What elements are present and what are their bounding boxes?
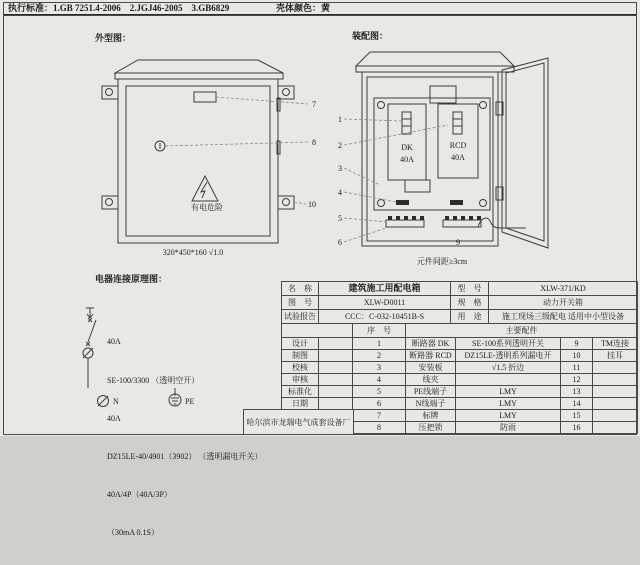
schematic-line: 40A <box>107 337 121 347</box>
part-name2-cell <box>593 386 638 398</box>
warning-text: 有电危险 <box>191 203 223 212</box>
breaker-dk <box>388 104 426 180</box>
callout-5: 5 <box>338 214 342 223</box>
part-spec-cell: DZ15LE-透明系列漏电开 <box>456 350 561 362</box>
callout-10: 10 <box>308 200 316 209</box>
part-no2-cell: 9 <box>561 338 593 350</box>
standards-values: 1.GB 7251.4-2006 2.JGJ46-2005 3.GB6829 <box>53 3 230 13</box>
rcd-symbol <box>83 348 93 388</box>
warning-triangle-icon <box>192 176 218 201</box>
assembly-drawing <box>330 44 585 274</box>
part-spec-cell: LMY <box>456 398 561 410</box>
plate-screw-tl <box>378 102 385 109</box>
part-no2-cell: 16 <box>561 422 593 434</box>
part-name-cell: N线端子 <box>406 398 456 410</box>
part-name2-cell <box>593 422 638 434</box>
part-no-cell: 5 <box>353 386 406 398</box>
spec-value-cell: 动力开关箱 <box>489 296 638 310</box>
parts-row <box>282 338 638 350</box>
callout-6: 6 <box>338 238 342 247</box>
callout-9: 9 <box>456 238 460 247</box>
callout-8: 8 <box>312 138 316 147</box>
name-value-cell: 建筑施工用配电箱 <box>319 282 451 296</box>
seq-header-cell: 序 号 <box>353 324 406 338</box>
mounting-ear-top-right <box>278 86 294 99</box>
sign-blank-cell <box>319 386 353 398</box>
exterior-roof-top <box>115 60 283 73</box>
assembly-roof-top <box>356 52 514 66</box>
schematic-line: SE-100/3300 （透明空开） <box>107 375 200 385</box>
part-spec-cell <box>456 374 561 386</box>
callout-4: 4 <box>338 188 342 197</box>
titleblock-row-drawingno <box>282 296 638 310</box>
exterior-view-title: 外型图： <box>95 33 132 43</box>
callout-7: 7 <box>312 100 316 109</box>
part-spec-cell: SE-100系列透明开关 <box>456 338 561 350</box>
parts-row <box>282 350 638 362</box>
sign-label-cell: 设计 <box>282 338 319 350</box>
part-no2-cell: 14 <box>561 398 593 410</box>
use-label-cell: 用 途 <box>451 310 489 324</box>
incoming-line <box>86 308 94 318</box>
use-value-cell: 施工现场三级配电 适用中小型设备 <box>489 310 638 324</box>
report-label-cell: 试验报告 <box>282 310 319 324</box>
drawingno-label-cell: 图 号 <box>282 296 319 310</box>
company-name-box <box>243 409 354 435</box>
mounting-plate <box>374 98 490 210</box>
schematic-line: DZ15LE-40/4901（3902） （透明漏电开关） <box>107 451 263 461</box>
plate-screw-tr <box>480 102 487 109</box>
part-spec-cell: 防雨 <box>456 422 561 434</box>
leader-4 <box>344 192 396 202</box>
part-name2-cell <box>593 398 638 410</box>
callout-2: 2 <box>338 141 342 150</box>
parts-header-blank <box>282 324 353 338</box>
standards-label: 执行标准： <box>8 3 54 13</box>
sign-blank-cell <box>319 338 353 350</box>
assembly-view-title: 装配图： <box>352 31 389 41</box>
part-name-cell: 断路器 RCD <box>406 350 456 362</box>
part-no-cell: 1 <box>353 338 406 350</box>
exterior-door <box>126 86 270 236</box>
exterior-drawing <box>90 46 330 264</box>
sign-blank-cell <box>319 398 353 410</box>
schematic-title: 电器连接原理图： <box>95 274 168 284</box>
leader-5 <box>344 218 388 222</box>
part-name2-cell: 挂耳 <box>593 350 638 362</box>
leader-2 <box>344 125 448 145</box>
part-name-cell: 压把锁 <box>406 422 456 434</box>
shell-color-text <box>276 3 330 14</box>
schematic-line: 40A/4P（40A/3P） <box>107 489 172 499</box>
parts-header-row <box>282 324 638 338</box>
shell-color-value: 黄 <box>321 3 331 13</box>
part-spec-cell: LMY <box>456 410 561 422</box>
leader-1 <box>344 119 402 121</box>
part-no2-cell: 12 <box>561 374 593 386</box>
parts-row <box>282 386 638 398</box>
plate-screw-br <box>480 200 487 207</box>
n-terminal-label: N <box>113 397 119 406</box>
part-no-cell: 2 <box>353 350 406 362</box>
sign-label-cell: 校核 <box>282 362 319 374</box>
pe-terminal-strip <box>386 216 424 227</box>
spacing-note: 元件间距≥3cm <box>416 257 468 266</box>
part-no2-cell: 11 <box>561 362 593 374</box>
titleblock-header-table <box>281 281 638 324</box>
exterior-dimensions: 320*450*160 √1.0 <box>162 248 224 257</box>
part-name-cell: 安装板 <box>406 362 456 374</box>
wire-duct-top <box>430 86 456 103</box>
part-spec-cell: LMY <box>456 386 561 398</box>
breaker-dk-label: DK <box>401 143 413 152</box>
n-terminal-strip <box>443 216 481 227</box>
pe-terminal-label: PE <box>185 397 195 406</box>
wire-clamp-left <box>396 200 409 205</box>
schematic-spec-lines <box>107 311 262 565</box>
parts-header-cell: 主要配件 <box>406 324 638 338</box>
sign-label-cell: 制图 <box>282 350 319 362</box>
parts-row <box>282 398 638 410</box>
plate-screw-bl <box>378 200 385 207</box>
sign-blank-cell <box>319 350 353 362</box>
sign-label-cell: 日期 <box>282 398 319 410</box>
part-name-cell: 线夹 <box>406 374 456 386</box>
exterior-body <box>118 79 278 243</box>
leader-6 <box>344 228 386 242</box>
mounting-ear-top-left <box>102 86 118 99</box>
sign-blank-cell <box>319 362 353 374</box>
parts-row <box>282 374 638 386</box>
breaker-dk-rating: 40A <box>400 155 414 164</box>
mounting-ear-bottom-right <box>278 196 294 209</box>
part-no-cell: 4 <box>353 374 406 386</box>
sign-label-cell: 审核 <box>282 374 319 386</box>
sign-blank-cell <box>319 374 353 386</box>
part-spec-cell: √1.5 折边 <box>456 362 561 374</box>
standards-text <box>8 3 229 14</box>
wire-clamp-right <box>450 200 463 205</box>
wire-duct-bottom <box>405 180 430 192</box>
part-name2-cell <box>593 362 638 374</box>
part-no-cell: 8 <box>353 422 406 434</box>
schematic-line: 40A <box>107 413 121 423</box>
exterior-roof-front <box>115 73 283 79</box>
part-name-cell: PE线端子 <box>406 386 456 398</box>
part-name2-cell <box>593 410 638 422</box>
model-value-cell: XLW-371/KD <box>489 282 638 296</box>
breaker-rcd-label: RCD <box>449 141 467 150</box>
callout-3: 3 <box>338 164 342 173</box>
lock-icon <box>155 141 165 151</box>
breaker-symbol <box>86 318 96 346</box>
assembly-open-door <box>502 58 548 248</box>
breaker-rcd-rating: 40A <box>451 153 465 162</box>
part-name-cell: 断路器 DK <box>406 338 456 350</box>
shell-color-label: 壳体颜色： <box>276 3 322 13</box>
nameplate-window <box>194 92 216 102</box>
report-value-cell: CCC：C-032-10451B-S <box>319 310 451 324</box>
sign-label-cell: 标准化 <box>282 386 319 398</box>
titleblock-row-name <box>282 282 638 296</box>
drawingno-value-cell: XLW-D0011 <box>319 296 451 310</box>
model-label-cell: 型 号 <box>451 282 489 296</box>
mounting-ear-bottom-left <box>102 196 118 209</box>
spec-label-cell: 规 格 <box>451 296 489 310</box>
part-no2-cell: 15 <box>561 410 593 422</box>
part-name2-cell: TM连接 <box>593 338 638 350</box>
leader-to-10 <box>294 202 306 204</box>
part-no-cell: 6 <box>353 398 406 410</box>
assembly-roof-front <box>356 66 514 72</box>
part-no2-cell: 13 <box>561 386 593 398</box>
part-no2-cell: 10 <box>561 350 593 362</box>
name-label-cell: 名 称 <box>282 282 319 296</box>
schematic-line: （30mA 0.1S） <box>107 527 160 537</box>
part-no-cell: 3 <box>353 362 406 374</box>
part-name-cell: 标牌 <box>406 410 456 422</box>
part-name2-cell <box>593 374 638 386</box>
company-name: 哈尔滨市龙瑞电气成套设备厂 <box>246 417 351 427</box>
leader-to-8 <box>165 142 308 146</box>
standards-bar <box>3 2 637 16</box>
parts-row <box>282 362 638 374</box>
part-no-cell: 7 <box>353 410 406 422</box>
callout-1: 1 <box>338 115 342 124</box>
titleblock-row-report <box>282 310 638 324</box>
